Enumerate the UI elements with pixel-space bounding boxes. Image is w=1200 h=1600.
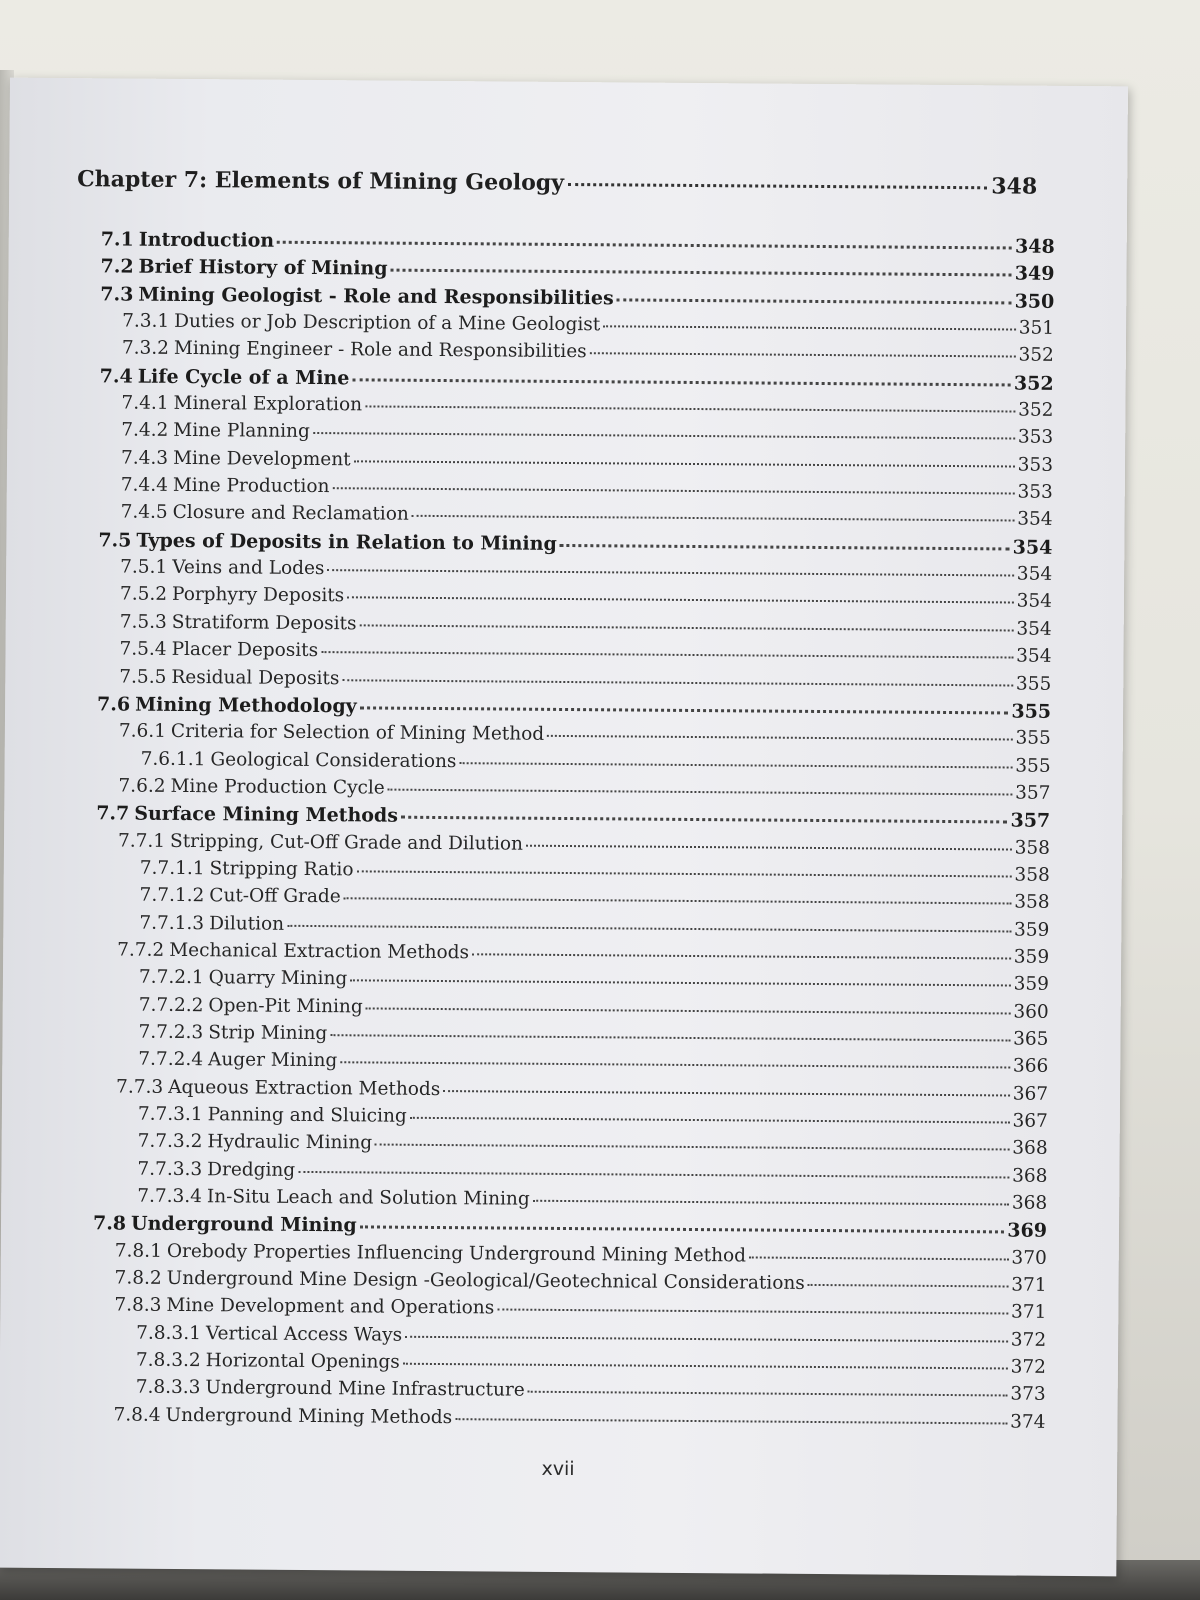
dot-leader (603, 325, 1016, 330)
section-page-number: 370 (1011, 1247, 1047, 1269)
dot-leader (332, 487, 1014, 494)
dot-leader (472, 953, 1011, 959)
dot-leader (560, 544, 1010, 551)
section-number: 7.1 (100, 228, 134, 251)
section-page-number: 355 (1011, 700, 1052, 723)
section-title: Orebody Properties Influencing Underground Mining Method (166, 1240, 747, 1267)
dot-leader (391, 269, 1012, 277)
section-number: 7.4.3 (120, 447, 169, 469)
section-number: 7.7.3.4 (137, 1185, 203, 1208)
dot-leader (342, 679, 1013, 686)
section-number: 7.6.1 (118, 720, 167, 743)
section-title: Vertical Access Ways (205, 1322, 403, 1346)
section-title: Brief History of Mining (138, 255, 388, 280)
section-title: Closure and Reclamation (172, 502, 409, 526)
section-number: 7.7.1.2 (139, 884, 205, 907)
section-page-number: 367 (1012, 1083, 1049, 1105)
section-title: Surface Mining Methods (134, 802, 399, 827)
section-title: Underground Mine Design -Geological/Geotechnical Considerations (166, 1267, 805, 1294)
section-title: In-Situ Leach and Solution Mining (206, 1186, 530, 1210)
dot-leader (401, 816, 1008, 824)
section-number: 7.5.3 (119, 611, 167, 633)
section-title: Mechanical Extraction Methods (169, 939, 470, 964)
dot-leader (533, 1200, 1009, 1206)
section-number: 7.3 (100, 283, 134, 306)
dot-leader (321, 651, 1013, 658)
section-title: Mine Planning (173, 420, 310, 443)
section-page-number: 368 (1012, 1137, 1048, 1160)
section-page-number: 359 (1013, 919, 1050, 941)
section-number: 7.8.3 (114, 1294, 162, 1317)
section-title: Life Cycle of a Mine (137, 365, 350, 390)
dot-leader (347, 597, 1013, 604)
section-page-number: 351 (1018, 317, 1055, 339)
section-page-number: 348 (1014, 235, 1055, 258)
dot-leader (350, 980, 1010, 987)
section-number: 7.7.3.2 (137, 1130, 203, 1153)
section-number: 7.7.3.3 (137, 1158, 203, 1180)
section-page-number: 374 (1010, 1411, 1046, 1433)
section-page-number: 358 (1014, 891, 1050, 914)
section-title: Underground Mining Methods (165, 1404, 453, 1428)
section-page-number: 350 (1014, 290, 1055, 313)
section-page-number: 372 (1010, 1329, 1047, 1351)
section-title: Hydraulic Mining (207, 1131, 373, 1154)
section-title: Strip Mining (208, 1022, 328, 1045)
section-number: 7.6.1.1 (140, 748, 206, 770)
section-number: 7.8.3.2 (135, 1349, 201, 1372)
dot-leader (327, 569, 1013, 576)
section-number: 7.4.2 (121, 419, 169, 442)
section-page-number: 359 (1013, 973, 1050, 996)
dot-leader (287, 924, 1011, 932)
section-page-number: 358 (1014, 837, 1051, 859)
dot-leader (360, 706, 1009, 714)
section-number: 7.4.5 (120, 501, 168, 524)
section-title: Placer Deposits (171, 639, 319, 662)
section-number: 7.8.3.1 (136, 1322, 201, 1344)
section-page-number: 355 (1015, 673, 1052, 695)
section-title: Cut-Off Grade (209, 885, 341, 908)
section-title: Mining Methodology (135, 693, 357, 718)
section-page-number: 357 (1015, 782, 1051, 804)
section-page-number: 369 (1007, 1219, 1048, 1243)
section-title: Quarry Mining (208, 967, 348, 990)
section-page-number: 368 (1011, 1192, 1048, 1214)
section-page-number: 373 (1010, 1383, 1046, 1406)
dot-leader (330, 1034, 1010, 1041)
section-number: 7.8.1 (114, 1240, 162, 1262)
section-page-number: 359 (1013, 946, 1050, 968)
section-title: Duties or Job Description of a Mine Geologist (174, 310, 601, 336)
dot-leader (459, 762, 1012, 768)
section-page-number: 360 (1013, 1001, 1049, 1023)
book-page (0, 78, 1128, 1577)
section-page-number: 354 (1016, 618, 1052, 640)
section-number: 7.7.2.1 (138, 966, 204, 989)
section-number: 7.7.1 (117, 830, 166, 852)
section-number: 7.5.2 (119, 583, 168, 606)
section-title: Geological Considerations (210, 748, 457, 772)
section-title: Mine Production Cycle (170, 775, 385, 799)
section-page-number: 354 (1012, 536, 1053, 559)
section-number: 7.7.2.4 (138, 1048, 204, 1071)
section-page-number: 352 (1013, 372, 1054, 395)
section-page-number: 372 (1010, 1356, 1047, 1378)
section-page-number: 354 (1016, 645, 1052, 667)
dot-leader (388, 788, 1012, 795)
section-number: 7.4.4 (120, 474, 168, 496)
section-page-number: 354 (1016, 563, 1053, 585)
dot-leader (526, 844, 1012, 850)
section-page-number: 355 (1015, 755, 1051, 777)
section-title: Underground Mine Infrastructure (205, 1377, 525, 1402)
section-title: Open-Pit Mining (208, 994, 363, 1018)
dot-leader (340, 1062, 1010, 1069)
dot-leader (354, 460, 1015, 467)
dot-leader (590, 353, 1016, 358)
section-title: Criteria for Selection of Mining Method (170, 721, 545, 746)
section-title: Stripping, Cut-Off Grade and Dilution (170, 830, 524, 855)
dot-leader (617, 298, 1012, 304)
section-title: Dredging (207, 1158, 296, 1181)
section-number: 7.8.2 (114, 1267, 162, 1289)
section-title: Stratiform Deposits (171, 611, 357, 635)
section-page-number: 354 (1017, 508, 1053, 531)
dot-leader (298, 1171, 1009, 1179)
section-number: 7.7.2.2 (138, 994, 204, 1016)
section-number: 7.7 (96, 802, 130, 825)
section-number: 7.5.4 (119, 638, 167, 661)
section-title: Mining Engineer - Role and Responsibilities (173, 338, 587, 363)
dot-leader (412, 515, 1014, 522)
section-page-number: 357 (1010, 809, 1051, 833)
section-title: Mine Production (172, 474, 330, 498)
dot-leader (352, 378, 1011, 386)
section-page-number: 352 (1018, 344, 1054, 367)
section-title: Introduction (138, 228, 275, 252)
section-number: 7.4 (99, 365, 133, 388)
page-folio: xvii (541, 1457, 575, 1481)
dot-leader (359, 624, 1013, 631)
section-title: Auger Mining (207, 1049, 338, 1072)
section-page-number: 353 (1017, 481, 1053, 503)
dot-leader (360, 1226, 1005, 1234)
section-title: Types of Deposits in Relation to Mining (136, 529, 557, 555)
section-number: 7.8.4 (113, 1404, 161, 1426)
dot-leader (808, 1284, 1008, 1288)
section-title: Mine Development (173, 447, 351, 471)
dot-leader (375, 1144, 1009, 1151)
section-title: Horizontal Openings (205, 1350, 400, 1373)
section-page-number: 352 (1018, 399, 1054, 421)
chapter-page-number: 348 (991, 173, 1038, 200)
dot-leader (365, 405, 1015, 412)
section-title: Underground Mining (130, 1212, 357, 1237)
section-page-number: 367 (1012, 1110, 1048, 1132)
section-title: Panning and Sluicing (207, 1104, 407, 1127)
dot-leader (405, 1336, 1008, 1343)
section-number: 7.7.1.1 (139, 857, 205, 880)
section-page-number: 353 (1017, 426, 1054, 449)
section-page-number: 371 (1010, 1301, 1047, 1324)
dot-leader (277, 241, 1012, 250)
section-number: 7.7.3.1 (137, 1103, 203, 1126)
dot-leader (344, 898, 1012, 905)
section-title: Residual Deposits (171, 666, 340, 689)
section-number: 7.5 (98, 529, 132, 552)
section-title: Stripping Ratio (209, 858, 354, 881)
dot-leader (403, 1363, 1008, 1370)
dot-leader (410, 1117, 1010, 1124)
section-page-number: 355 (1015, 727, 1051, 749)
dot-leader (497, 1309, 1008, 1315)
section-page-number: 358 (1014, 864, 1050, 886)
section-number: 7.7.2.3 (138, 1021, 204, 1044)
dot-leader (313, 432, 1015, 440)
chapter-heading (77, 166, 1037, 200)
section-number: 7.7.3 (116, 1076, 164, 1098)
section-page-number: 349 (1014, 262, 1055, 286)
dot-leader (443, 1090, 1009, 1096)
chapter-title: Chapter 7: Elements of Mining Geology (77, 166, 565, 196)
table-of-contents (0, 228, 1127, 1440)
section-title: Mining Geologist - Role and Responsibilities (138, 283, 614, 310)
section-title: Mineral Exploration (173, 392, 363, 416)
section-number: 7.7.2 (117, 939, 165, 961)
dot-leader (568, 183, 987, 189)
dot-leader (366, 1007, 1011, 1014)
dot-leader (357, 870, 1012, 877)
section-page-number: 353 (1017, 454, 1054, 476)
section-number: 7.4.1 (121, 392, 169, 414)
section-number: 7.5.1 (120, 556, 168, 578)
section-number: 7.6.2 (118, 775, 166, 797)
section-title: Veins and Lodes (172, 557, 325, 580)
section-number: 7.3.1 (122, 310, 170, 332)
section-title: Porphyry Deposits (171, 584, 345, 607)
section-page-number: 365 (1013, 1028, 1049, 1050)
section-page-number: 371 (1011, 1274, 1047, 1296)
dot-leader (455, 1418, 1007, 1424)
section-page-number: 354 (1016, 591, 1053, 613)
section-number: 7.6 (97, 693, 131, 716)
section-number: 7.8.3.3 (135, 1377, 201, 1399)
section-title: Mine Development and Operations (166, 1295, 495, 1319)
section-title: Dilution (209, 912, 285, 935)
dot-leader (547, 735, 1012, 741)
section-number: 7.2 (100, 255, 134, 278)
section-title: Aqueous Extraction Methods (168, 1076, 441, 1100)
dot-leader (749, 1256, 1008, 1260)
section-number: 7.7.1.3 (139, 912, 205, 934)
section-number: 7.5.5 (119, 665, 167, 688)
section-page-number: 366 (1012, 1055, 1049, 1078)
dot-leader (528, 1391, 1008, 1397)
section-number: 7.3.2 (121, 337, 170, 360)
section-number: 7.8 (92, 1212, 127, 1235)
section-page-number: 368 (1012, 1165, 1048, 1187)
